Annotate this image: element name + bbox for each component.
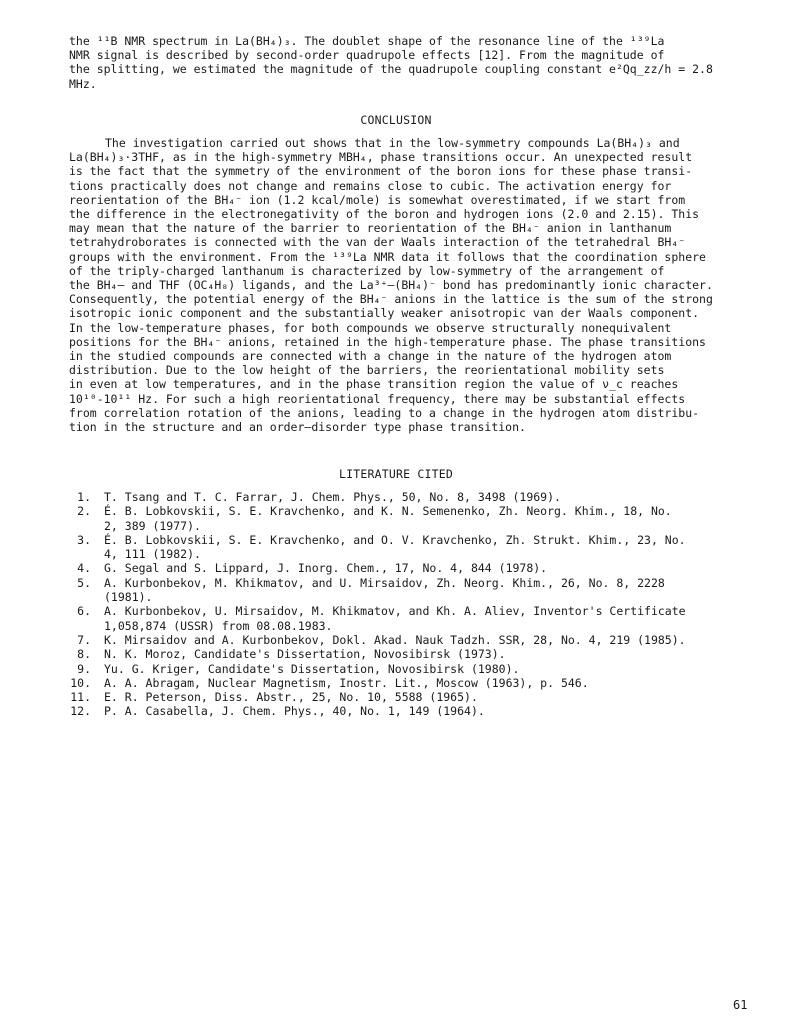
reference-text: 1,058,874 (USSR) from 08.08.1983. bbox=[104, 618, 333, 633]
reference-text: Yu. G. Kriger, Candidate's Dissertation, Novosibirsk (1980). bbox=[104, 661, 520, 676]
reference-text: T. Tsang and T. C. Farrar, J. Chem. Phys., 50, No. 8, 3498 (1969). bbox=[104, 490, 561, 504]
reference-item bbox=[69, 676, 769, 690]
reference-number: 6. bbox=[77, 604, 91, 619]
reference-text: E. R. Peterson, Diss. Abstr., 25, No. 10, 5588 (1965). bbox=[104, 690, 478, 705]
text-line: distribution. Due to the low height of the barriers, the reorientational mobility sets bbox=[69, 363, 665, 378]
reference-number: 7. bbox=[77, 632, 91, 647]
text-line: from correlation rotation of the anions, leading to a change in the hydrogen atom distribu- bbox=[69, 405, 700, 420]
reference-item bbox=[69, 690, 769, 704]
text-line: Consequently, the potential energy of the BH₄⁻ anions in the lattice is the sum of the strong bbox=[69, 292, 713, 307]
literature-cited-heading: LITERATURE CITED bbox=[339, 467, 453, 481]
reference-text: É. B. Lobkovskii, S. E. Kravchenko, and O. V. Kravchenko, Zh. Strukt. Khim., 23, No. bbox=[104, 532, 686, 547]
top-paragraph bbox=[69, 34, 759, 91]
text-line: MHz. bbox=[69, 76, 97, 91]
text-line: NMR signal is described by second-order quadrupole effects [12]. From the magnitude of bbox=[69, 48, 665, 63]
reference-number: 8. bbox=[77, 647, 91, 662]
reference-text: G. Segal and S. Lippard, J. Inorg. Chem., 17, No. 4, 844 (1978). bbox=[104, 561, 548, 576]
text-line: in even at low temperatures, and in the phase transition region the value of ν_c reaches bbox=[69, 377, 679, 392]
reference-item bbox=[69, 561, 769, 575]
text-line: tion in the structure and an order—disorder type phase transition. bbox=[69, 420, 526, 435]
reference-text: 2, 389 (1977). bbox=[104, 518, 201, 533]
reference-item bbox=[69, 490, 769, 504]
reference-text: A. A. Abragam, Nuclear Magnetism, Inostr. Lit., Moscow (1963), p. 546. bbox=[104, 675, 589, 690]
text-line: tetrahydroborates is connected with the van der Waals interaction of the tetrahedral BH₄⁻ bbox=[69, 235, 686, 250]
reference-number: 11. bbox=[70, 690, 91, 705]
text-line: isotropic ionic component and the substantially weaker anisotropic van der Waals component. bbox=[69, 306, 700, 321]
reference-list bbox=[69, 490, 769, 719]
text-line: the splitting, we estimated the magnitude of the quadrupole coupling constant e²Qq_zz/h = 2.8 bbox=[69, 62, 713, 77]
reference-number: 12. bbox=[70, 704, 91, 719]
reference-item bbox=[69, 633, 769, 647]
text-line: may mean that the nature of the barrier to reorientation of the BH₄⁻ anion in lanthanum bbox=[69, 221, 672, 236]
text-line: the ¹¹B NMR spectrum in La(BH₄)₃. The doublet shape of the resonance line of the ¹³⁹La bbox=[69, 34, 665, 48]
reference-item bbox=[69, 704, 769, 718]
text-line: is the fact that the symmetry of the environment of the boron ions for these phase transi- bbox=[69, 164, 693, 179]
reference-text: (1981). bbox=[104, 590, 153, 605]
reference-text: 4, 111 (1982). bbox=[104, 547, 201, 562]
reference-text: N. K. Moroz, Candidate's Dissertation, Novosibirsk (1973). bbox=[104, 647, 506, 662]
reference-text: A. Kurbonbekov, M. Khikmatov, and U. Mirsaidov, Zh. Neorg. Khim., 26, No. 8, 2228 bbox=[104, 575, 665, 590]
text-line: of the triply-charged lanthanum is characterized by low-symmetry of the arrangement of bbox=[69, 263, 665, 278]
reference-item bbox=[69, 662, 769, 676]
reference-item bbox=[69, 533, 769, 562]
reference-number: 3. bbox=[77, 532, 91, 547]
reference-number: 9. bbox=[77, 661, 91, 676]
reference-item bbox=[69, 604, 769, 633]
conclusion-heading: CONCLUSION bbox=[360, 113, 432, 127]
text-line: groups with the environment. From the ¹³⁹La NMR data it follows that the coordination sphere bbox=[69, 249, 706, 264]
reference-number: 1. bbox=[77, 490, 91, 504]
page-number: 61 bbox=[733, 998, 748, 1012]
reference-number: 10. bbox=[70, 675, 91, 690]
reference-number: 2. bbox=[77, 504, 91, 519]
text-line: In the low-temperature phases, for both compounds we observe structurally nonequivalent bbox=[69, 320, 672, 335]
reference-text: A. Kurbonbekov, U. Mirsaidov, M. Khikmatov, and Kh. A. Aliev, Inventor's Certificate bbox=[104, 604, 686, 619]
text-line: the BH₄— and THF (OC₄H₈) ligands, and the La³⁺—(BH₄)⁻ bond has predominantly ionic character. bbox=[69, 278, 713, 293]
text-line: tions practically does not change and remains close to cubic. The activation energy for bbox=[69, 178, 672, 193]
text-line: La(BH₄)₃·3THF, as in the high-symmetry MBH₄, phase transitions occur. An unexpected result bbox=[69, 150, 693, 165]
reference-text: P. A. Casabella, J. Chem. Phys., 40, No. 1, 149 (1964). bbox=[104, 704, 485, 719]
text-line: the difference in the electronegativity of the boron and hydrogen ions (2.0 and 2.15). This bbox=[69, 207, 700, 222]
reference-text: K. Mirsaidov and A. Kurbonbekov, Dokl. Akad. Nauk Tadzh. SSR, 28, No. 4, 219 (1985). bbox=[104, 632, 686, 647]
reference-item bbox=[69, 504, 769, 533]
text-line: reorientation of the BH₄⁻ ion (1.2 kcal/mole) is somewhat overestimated, if we start from bbox=[69, 192, 686, 207]
text-line: positions for the BH₄⁻ anions, retained in the high-temperature phase. The phase transitions bbox=[69, 334, 706, 349]
reference-item bbox=[69, 647, 769, 661]
reference-number: 4. bbox=[77, 561, 91, 576]
reference-text: É. B. Lobkovskii, S. E. Kravchenko, and K. N. Semenenko, Zh. Neorg. Khim., 18, No. bbox=[104, 504, 672, 519]
text-line: The investigation carried out shows that in the low-symmetry compounds La(BH₄)₃ and bbox=[105, 136, 680, 150]
conclusion-paragraph bbox=[69, 136, 759, 434]
reference-number: 5. bbox=[77, 575, 91, 590]
text-line: 10¹⁰-10¹¹ Hz. For such a high reorientational frequency, there may be substantial effects bbox=[69, 391, 686, 406]
reference-item bbox=[69, 576, 769, 605]
text-line: in the studied compounds are connected with a change in the nature of the hydrogen atom bbox=[69, 349, 672, 364]
